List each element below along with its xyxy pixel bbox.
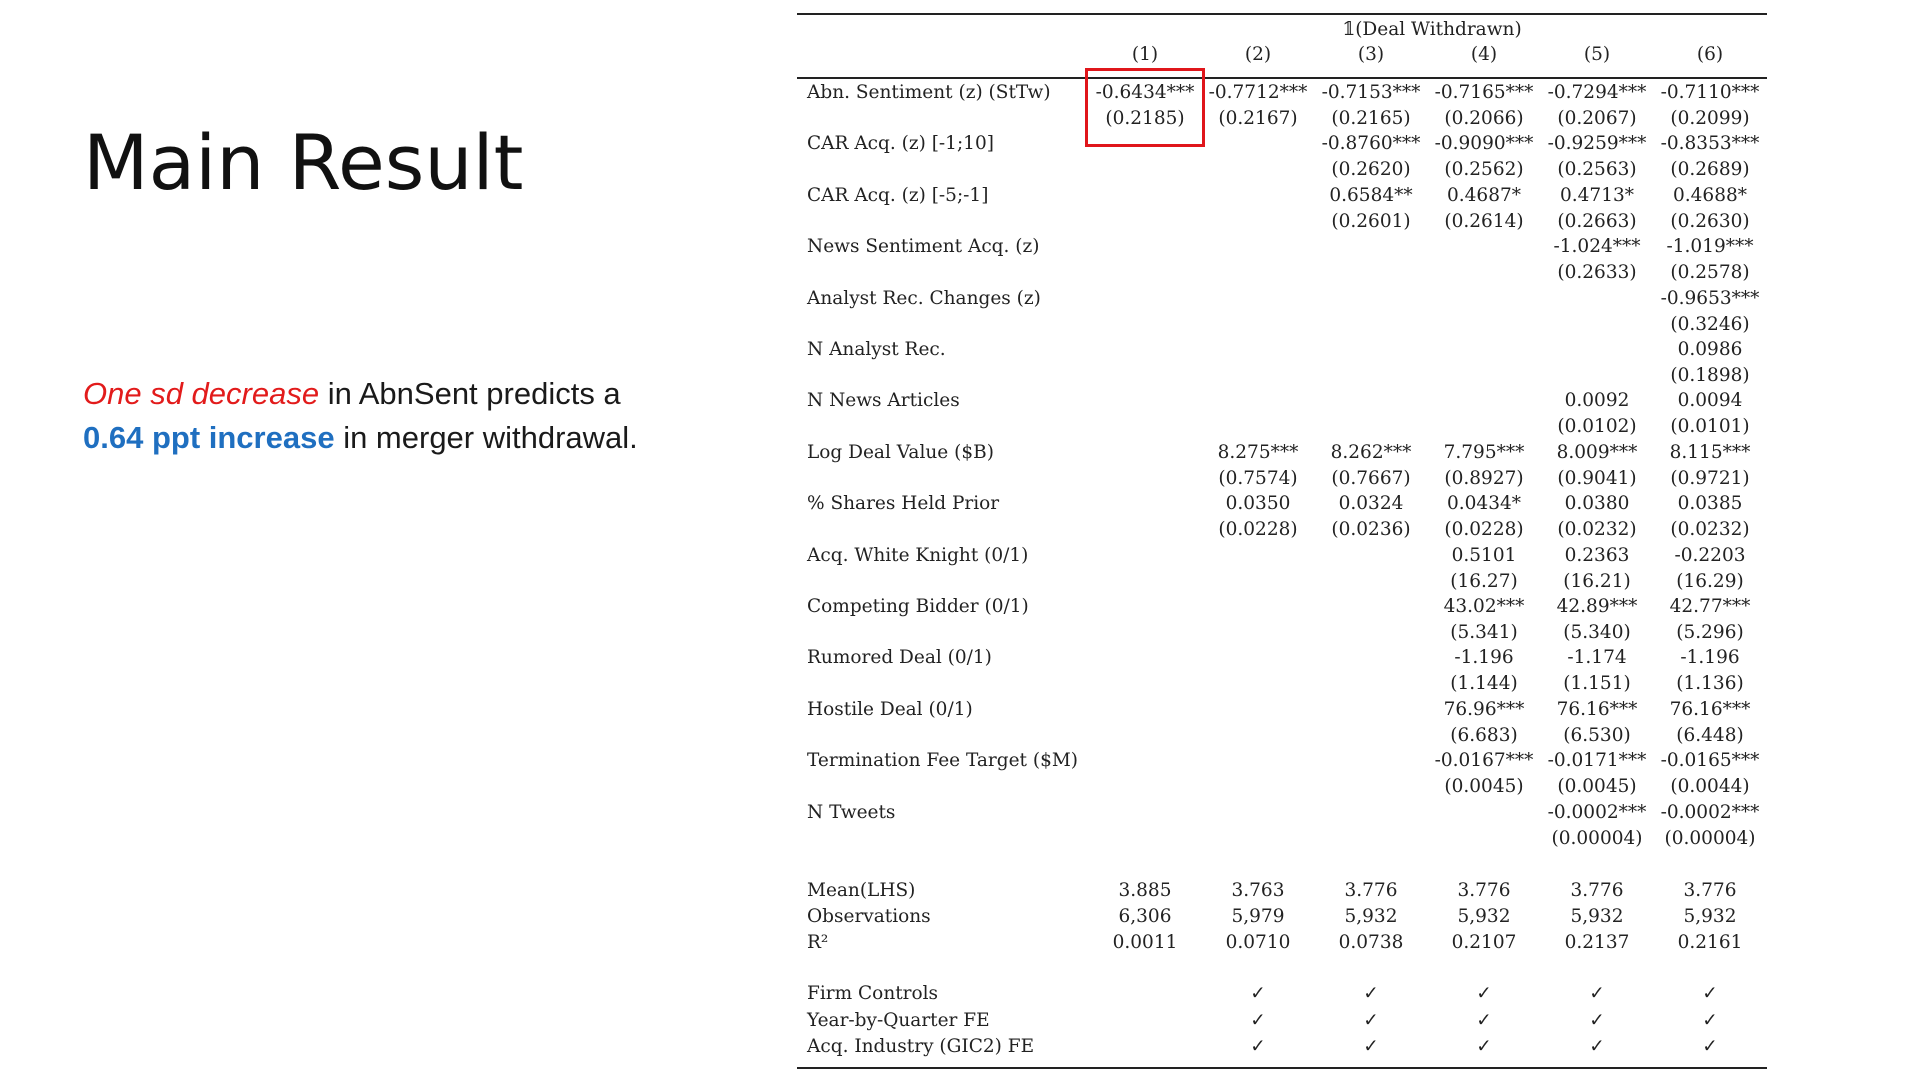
coefficient-cell: 0.2363 <box>1564 544 1630 566</box>
stat-cell: 5,932 <box>1457 906 1511 927</box>
row-label: N Tweets <box>807 801 896 823</box>
coefficient-cell: 7.795*** <box>1443 441 1525 463</box>
standard-error-cell: (0.2620) <box>1331 159 1411 181</box>
stat-cell: 0.2137 <box>1564 932 1630 953</box>
standard-error-cell: (0.7574) <box>1218 467 1298 489</box>
coefficient-cell: -0.7712*** <box>1208 82 1308 103</box>
row-label: Acq. White Knight (0/1) <box>807 544 1029 566</box>
row-label: News Sentiment Acq. (z) <box>807 236 1040 258</box>
checkmark-cell: ✓ <box>1589 1036 1605 1057</box>
table-bottom-rule <box>797 1067 1767 1069</box>
standard-error-cell: (0.0232) <box>1670 519 1750 541</box>
stat-cell: 5,932 <box>1570 906 1624 927</box>
coefficient-cell: 76.16*** <box>1556 698 1638 720</box>
coefficient-cell: -0.6434*** <box>1095 82 1195 103</box>
takeaway-emphasis-decrease: One sd decrease <box>83 376 320 411</box>
column-header: (4) <box>1470 44 1498 65</box>
standard-error-cell: (0.2099) <box>1670 108 1750 129</box>
coefficient-cell: -0.8353*** <box>1660 133 1760 155</box>
checkmark-cell: ✓ <box>1476 1036 1492 1057</box>
checkmark-cell: ✓ <box>1363 983 1379 1004</box>
coefficient-cell: -0.9653*** <box>1660 287 1760 309</box>
standard-error-cell: (0.2630) <box>1670 210 1750 232</box>
standard-error-cell: (0.2614) <box>1444 210 1524 232</box>
standard-error-cell: (0.0101) <box>1670 416 1750 438</box>
coefficient-cell: -1.196 <box>1680 647 1740 669</box>
standard-error-cell: (0.8927) <box>1444 467 1524 489</box>
checkmark-cell: ✓ <box>1363 1036 1379 1057</box>
row-label: Analyst Rec. Changes (z) <box>807 287 1041 309</box>
coefficient-cell: -0.0002*** <box>1660 801 1760 823</box>
row-label: CAR Acq. (z) [-1;10] <box>807 133 994 155</box>
standard-error-cell: (0.0044) <box>1670 776 1750 798</box>
control-label: Firm Controls <box>807 983 939 1004</box>
dependent-variable-header: 𝟙(Deal Withdrawn) <box>1342 19 1522 40</box>
standard-error-cell: (6.448) <box>1676 724 1744 746</box>
row-label: N News Articles <box>807 390 960 412</box>
stat-cell: 3.885 <box>1118 880 1172 901</box>
standard-error-cell: (0.00004) <box>1664 827 1756 849</box>
coefficient-cell: -0.0167*** <box>1434 750 1534 772</box>
column-header: (6) <box>1696 44 1724 65</box>
standard-error-cell: (0.2185) <box>1105 108 1185 129</box>
standard-error-cell: (0.3246) <box>1670 313 1750 335</box>
standard-error-cell: (0.7667) <box>1331 467 1411 489</box>
row-label: % Shares Held Prior <box>807 493 1000 515</box>
row-label: N Analyst Rec. <box>807 339 946 360</box>
standard-error-cell: (0.2563) <box>1557 159 1637 181</box>
standard-error-cell: (5.341) <box>1450 622 1518 643</box>
stat-label: R² <box>807 932 829 953</box>
row-label: Rumored Deal (0/1) <box>807 647 992 669</box>
stat-cell: 3.776 <box>1570 880 1624 901</box>
coefficient-cell: 0.0380 <box>1564 493 1630 515</box>
standard-error-cell: (16.21) <box>1563 570 1631 592</box>
coefficient-cell: -0.0165*** <box>1660 750 1760 772</box>
coefficient-cell: -0.0171*** <box>1547 750 1647 772</box>
stat-cell: 0.0710 <box>1225 932 1291 953</box>
stat-cell: 5,979 <box>1231 906 1285 927</box>
standard-error-cell: (0.0236) <box>1331 519 1411 541</box>
stat-cell: 0.0738 <box>1338 932 1404 953</box>
stat-label: Mean(LHS) <box>807 880 916 901</box>
standard-error-cell: (5.296) <box>1676 622 1744 643</box>
column-header: (5) <box>1583 44 1611 65</box>
control-label: Year-by-Quarter FE <box>807 1009 990 1031</box>
stat-cell: 0.2107 <box>1451 932 1517 953</box>
checkmark-cell: ✓ <box>1476 983 1492 1004</box>
stat-cell: 0.2161 <box>1677 932 1743 953</box>
standard-error-cell: (0.1898) <box>1670 365 1750 386</box>
standard-error-cell: (0.00004) <box>1551 827 1643 849</box>
checkmark-cell: ✓ <box>1589 983 1605 1004</box>
row-label: Termination Fee Target ($M) <box>807 750 1079 772</box>
standard-error-cell: (0.0045) <box>1444 776 1524 798</box>
standard-error-cell: (0.2601) <box>1331 210 1411 232</box>
checkmark-cell: ✓ <box>1250 983 1266 1004</box>
coefficient-cell: -0.7165*** <box>1434 82 1534 103</box>
standard-error-cell: (1.136) <box>1676 673 1744 695</box>
standard-error-cell: (0.2066) <box>1444 108 1524 129</box>
row-label: Hostile Deal (0/1) <box>807 698 973 720</box>
checkmark-cell: ✓ <box>1363 1009 1379 1031</box>
key-takeaway <box>83 372 703 460</box>
coefficient-cell: 0.6584** <box>1329 184 1413 206</box>
coefficient-cell: 8.009*** <box>1556 441 1638 463</box>
coefficient-cell: 0.0094 <box>1677 390 1743 412</box>
checkmark-cell: ✓ <box>1702 1036 1718 1057</box>
standard-error-cell: (1.151) <box>1563 673 1631 695</box>
standard-error-cell: (0.2633) <box>1557 262 1637 284</box>
takeaway-text: in AbnSent predicts a <box>319 376 621 411</box>
stat-cell: 3.763 <box>1231 880 1285 901</box>
standard-error-cell: (16.27) <box>1450 570 1518 592</box>
coefficient-cell: 0.0986 <box>1677 339 1743 360</box>
regression-table <box>797 0 1767 1080</box>
coefficient-cell: 0.4687* <box>1447 184 1521 206</box>
coefficient-cell: 76.16*** <box>1669 698 1751 720</box>
standard-error-cell: (6.683) <box>1450 724 1518 746</box>
standard-error-cell: (0.2067) <box>1557 108 1637 129</box>
checkmark-cell: ✓ <box>1702 983 1718 1004</box>
standard-error-cell: (6.530) <box>1563 724 1631 746</box>
takeaway-text-end: in merger withdrawal. <box>334 420 638 455</box>
standard-error-cell: (0.9721) <box>1670 467 1750 489</box>
coefficient-cell: -1.196 <box>1454 647 1514 669</box>
coefficient-cell: -0.7153*** <box>1321 82 1421 103</box>
coefficient-cell: -0.7110*** <box>1660 82 1760 103</box>
coefficient-cell: -1.024*** <box>1553 236 1641 258</box>
coefficient-cell: 0.0092 <box>1564 390 1630 412</box>
standard-error-cell: (0.2578) <box>1670 262 1750 284</box>
standard-error-cell: (1.144) <box>1450 673 1518 695</box>
stat-cell: 0.0011 <box>1112 932 1178 953</box>
stat-cell: 5,932 <box>1344 906 1398 927</box>
coefficient-cell: 8.262*** <box>1330 441 1412 463</box>
coefficient-cell: 0.0434* <box>1447 493 1521 515</box>
standard-error-cell: (0.0232) <box>1557 519 1637 541</box>
coefficient-cell: -1.019*** <box>1666 236 1754 258</box>
checkmark-cell: ✓ <box>1702 1009 1718 1031</box>
stat-cell: 5,932 <box>1683 906 1737 927</box>
standard-error-cell: (0.0228) <box>1218 519 1298 541</box>
coefficient-cell: 42.89*** <box>1556 596 1638 617</box>
standard-error-cell: (0.0102) <box>1557 416 1637 438</box>
row-label: Log Deal Value ($B) <box>807 441 994 463</box>
column-header: (1) <box>1131 44 1159 65</box>
stat-cell: 3.776 <box>1683 880 1737 901</box>
standard-error-cell: (16.29) <box>1676 570 1744 592</box>
coefficient-cell: 0.0324 <box>1338 493 1404 515</box>
control-label: Acq. Industry (GIC2) FE <box>807 1036 1035 1057</box>
coefficient-cell: 0.0350 <box>1225 493 1291 515</box>
coefficient-cell: 76.96*** <box>1443 698 1525 720</box>
standard-error-cell: (5.340) <box>1563 622 1631 643</box>
table-top-rule <box>797 13 1767 15</box>
coefficient-cell: 43.02*** <box>1443 596 1525 617</box>
coefficient-cell: -0.9090*** <box>1434 133 1534 155</box>
coefficient-cell: -0.7294*** <box>1547 82 1647 103</box>
standard-error-cell: (0.2562) <box>1444 159 1524 181</box>
checkmark-cell: ✓ <box>1250 1036 1266 1057</box>
standard-error-cell: (0.0228) <box>1444 519 1524 541</box>
standard-error-cell: (0.2689) <box>1670 159 1750 181</box>
checkmark-cell: ✓ <box>1476 1009 1492 1031</box>
coefficient-cell: -0.9259*** <box>1547 133 1647 155</box>
checkmark-cell: ✓ <box>1589 1009 1605 1031</box>
checkmark-cell: ✓ <box>1250 1009 1266 1031</box>
header-rule <box>797 77 1767 79</box>
column-header: (2) <box>1244 44 1272 65</box>
row-label: Competing Bidder (0/1) <box>807 596 1029 617</box>
row-label: Abn. Sentiment (z) (StTw) <box>807 82 1051 103</box>
coefficient-cell: 8.115*** <box>1669 441 1751 463</box>
column-header: (3) <box>1357 44 1385 65</box>
coefficient-cell: -0.2203 <box>1674 544 1746 566</box>
standard-error-cell: (0.0045) <box>1557 776 1637 798</box>
coefficient-cell: 0.4713* <box>1560 184 1634 206</box>
coefficient-cell: 42.77*** <box>1669 596 1751 617</box>
standard-error-cell: (0.2663) <box>1557 210 1637 232</box>
coefficient-cell: 0.5101 <box>1451 544 1517 566</box>
row-label: CAR Acq. (z) [-5;-1] <box>807 184 989 206</box>
stat-cell: 3.776 <box>1344 880 1398 901</box>
stat-cell: 3.776 <box>1457 880 1511 901</box>
slide-title: Main Result <box>83 118 524 207</box>
coefficient-cell: 8.275*** <box>1217 441 1299 463</box>
takeaway-emphasis-increase: 0.64 ppt increase <box>83 420 335 455</box>
stat-cell: 6,306 <box>1118 906 1172 927</box>
standard-error-cell: (0.2165) <box>1331 108 1411 129</box>
coefficient-cell: 0.4688* <box>1673 184 1747 206</box>
standard-error-cell: (0.2167) <box>1218 108 1298 129</box>
coefficient-cell: -0.8760*** <box>1321 133 1421 155</box>
coefficient-cell: -1.174 <box>1567 647 1627 669</box>
coefficient-cell: 0.0385 <box>1677 493 1743 515</box>
coefficient-cell: -0.0002*** <box>1547 801 1647 823</box>
stat-label: Observations <box>807 906 931 927</box>
standard-error-cell: (0.9041) <box>1557 467 1637 489</box>
